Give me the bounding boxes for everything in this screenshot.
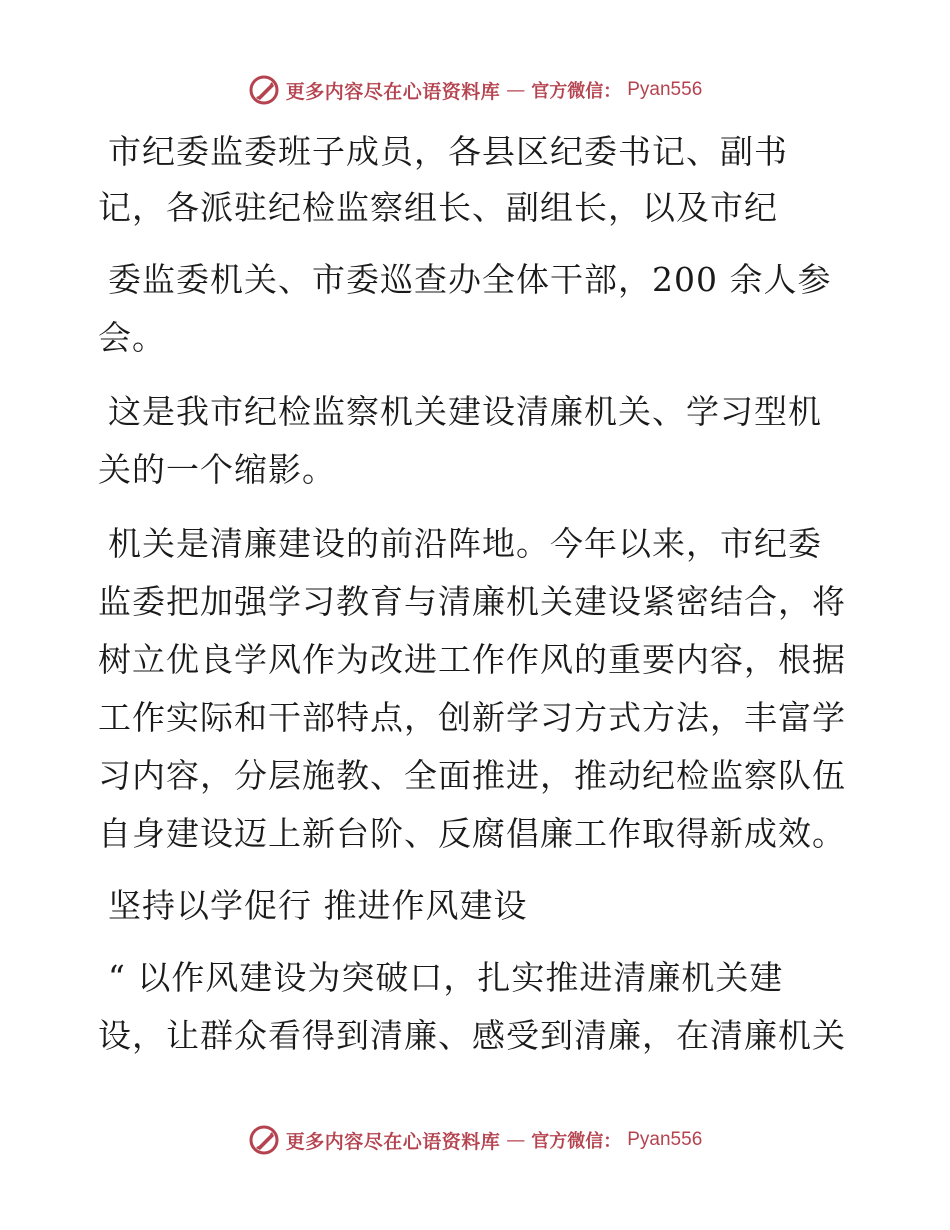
watermark-wechat-label: 官方微信： xyxy=(531,1131,622,1152)
paragraph-line: 树立优良学风作为改进工作作风的重要内容，根据 xyxy=(98,640,846,679)
paragraph-line: 监委把加强学习教育与清廉机关建设紧密结合，将 xyxy=(98,582,846,621)
paragraph-line: 习内容，分层施教、全面推进，推动纪检监察队伍 xyxy=(98,756,846,795)
watermark-dash: — xyxy=(506,79,526,101)
paragraph-line: 这是我市纪检监察机关建设清廉机关、学习型机 xyxy=(108,392,822,431)
footer-watermark xyxy=(0,1120,950,1160)
paragraph-line: 自身建设迈上新台阶、反腐倡廉工作取得新成效。 xyxy=(98,814,846,853)
paragraph-line: 关的一个缩影。 xyxy=(98,450,336,489)
paragraph-line: 工作实际和干部特点，创新学习方式方法，丰富学 xyxy=(98,698,846,737)
paragraph-line: 会。 xyxy=(98,318,166,357)
watermark-title: 更多内容尽在心语资料库 xyxy=(285,1130,501,1153)
paragraph-line: 记，各派驻纪检监察组长、副组长，以及市纪 xyxy=(98,188,778,227)
quill-logo-icon xyxy=(248,1124,280,1156)
paragraph-line: 设，让群众看得到清廉、感受到清廉，在清廉机关 xyxy=(98,1016,846,1055)
watermark-wechat-id: Pyan556 xyxy=(627,79,703,100)
paragraph-line: 委监委机关、市委巡查办全体干部，200 余人参 xyxy=(108,260,832,299)
watermark-title: 更多内容尽在心语资料库 xyxy=(285,80,501,103)
paragraph-line: 机关是清廉建设的前沿阵地。今年以来，市纪委 xyxy=(108,524,822,563)
watermark-wechat-id: Pyan556 xyxy=(627,1129,703,1150)
quill-logo-icon xyxy=(248,74,280,106)
paragraph-line: 市纪委监委班子成员，各县区纪委书记、副书 xyxy=(108,132,788,171)
section-heading: 坚持以学促行 推进作风建设 xyxy=(108,886,528,925)
paragraph-line: “ 以作风建设为突破口，扎实推进清廉机关建 xyxy=(108,958,784,997)
watermark-wechat-label: 官方微信： xyxy=(531,81,622,102)
header-watermark xyxy=(0,70,950,110)
watermark-dash: — xyxy=(506,1129,526,1151)
